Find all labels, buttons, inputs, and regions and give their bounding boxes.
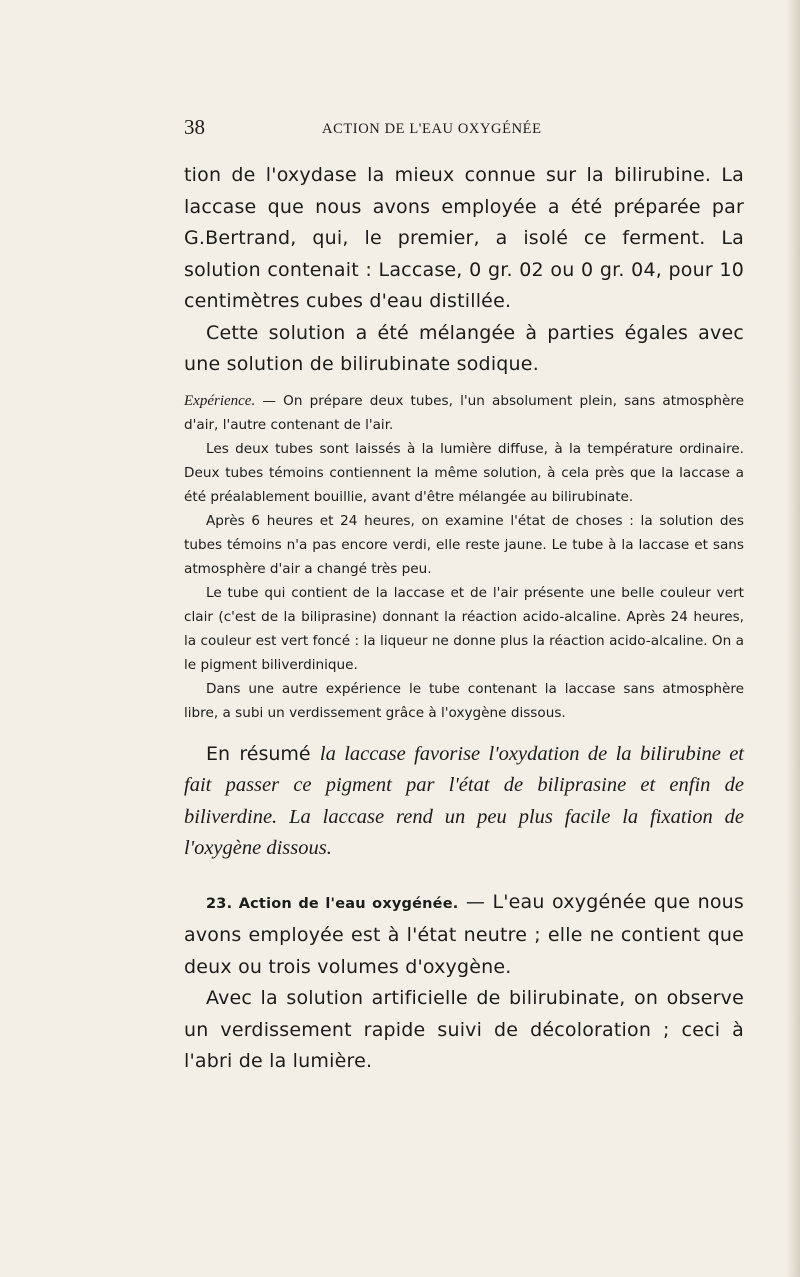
section-number: 23. (206, 895, 233, 912)
summary-paragraph (184, 739, 744, 865)
summary-lead: En résumé (206, 742, 320, 765)
experiment-color-paragraph: Le tube qui contient de la laccase et de l'air présente une belle couleur vert clair (c'est de la biliprasine) donnant la réaction acido-alcaline. Après 24 heures, la couleur est vert foncé : la liqueur ne donne plus la réaction acido-alcaline. On a le pigment biliverdinique. (184, 584, 744, 673)
page-number: 38 (184, 115, 205, 139)
book-page (184, 112, 744, 1078)
paragraph-artificial-solution: Avec la solution artificielle de bilirubinate, on observe un verdissement rapide suivi de décoloration ; ceci à l'abri de la lumière. (184, 987, 744, 1072)
paragraph-laccase-intro: tion de l'oxydase la mieux connue sur la bilirubine. La laccase que nous avons employée a été préparée par G.Bertrand, qui, le premier, a isolé ce ferment. La solution contenait : Laccase, 0 gr. 02 ou 0 gr. 04, pour 10 centimètres cubes d'eau distillée. (184, 164, 744, 312)
summary-italic-text: la laccase favorise l'oxydation de la bilirubine et fait passer ce pigment par l'état de biliprasine et enfin de biliverdine. La laccase rend un peu plus facile la fixation de l'oxygène dissous. (184, 742, 744, 859)
section-title: Action de l'eau oxygénée. (232, 895, 459, 912)
paragraph-solution-mix: Cette solution a été mélangée à parties égales avec une solution de bilirubinate sodique. (184, 321, 744, 375)
experiment-tubes-paragraph: Les deux tubes sont laissés à la lumière diffuse, à la température ordinaire. Deux tubes témoins contiennent la même solution, à cela près que la laccase a été préalablement bouillie, avant d'être mélangée au bilirubinate. (184, 440, 744, 505)
running-title: ACTION DE L'EAU OXYGÉNÉE (322, 121, 542, 137)
page-edge-shadow (786, 0, 800, 1277)
experiment-text: — On prépare deux tubes, l'un absolument plein, sans atmosphère d'air, l'autre contenant de l'air. (184, 392, 744, 433)
experiment-other-paragraph: Dans une autre expérience le tube contenant la laccase sans atmosphère libre, a subi un verdissement grâce à l'oxygène dissous. (184, 680, 744, 721)
page-header (184, 112, 744, 142)
experiment-paragraph (184, 389, 744, 437)
section-23-paragraph (184, 887, 744, 984)
experiment-label: Expérience. (184, 392, 256, 409)
experiment-results-paragraph: Après 6 heures et 24 heures, on examine l'état de choses : la solution des tubes témoins n'a pas encore verdi, elle reste jaune. Le tube à la laccase et sans atmosphère d'air a changé très peu. (184, 512, 744, 577)
section-text: — L'eau oxygénée que nous avons employée est à l'état neutre ; elle ne contient que deux ou trois volumes d'oxygène. (184, 890, 744, 978)
